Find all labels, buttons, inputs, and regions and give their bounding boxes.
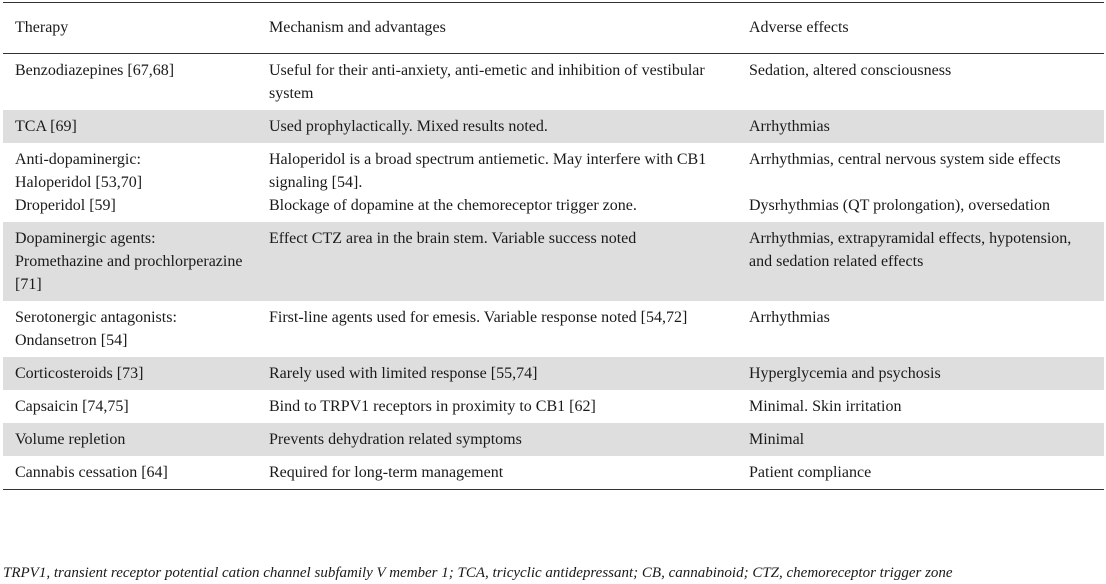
therapy-cell [3, 54, 255, 111]
mechanism-cell [255, 390, 731, 423]
mechanism-cell [255, 456, 731, 490]
cell-text: Arrhythmias, central nervous system side effects [749, 151, 1061, 168]
therapy-cell [3, 222, 255, 301]
cell-text: Capsaicin [74,75] [15, 398, 129, 415]
cell-text: Arrhythmias, extrapyramidal effects, hypotension, and sedation related effects [749, 230, 1072, 270]
cell-text: Dysrhythmias (QT prolongation), oversedation [749, 197, 1050, 214]
mechanism-cell [255, 110, 731, 143]
cell-text: Used prophylactically. Mixed results noted. [269, 118, 548, 135]
mechanism-cell [255, 357, 731, 390]
adverse-effects-cell [731, 456, 1104, 490]
mechanism-cell [255, 222, 731, 301]
therapy-cell [3, 110, 255, 143]
therapy-cell [3, 456, 255, 490]
table-row [3, 456, 1104, 490]
adverse-effects-cell [731, 390, 1104, 423]
cell-text: Dopaminergic agents: Promethazine and prochlorperazine [71] [15, 230, 243, 293]
cell-text: First-line agents used for emesis. Variable response noted [54,72] [269, 309, 688, 326]
table-row [3, 301, 1104, 357]
cell-text: Corticosteroids [73] [15, 365, 144, 382]
cell-text: Cannabis cessation [64] [15, 464, 168, 481]
table-footnote: TRPV1, transient receptor potential cation channel subfamily V member 1; TCA, tricyclic antidepressant; CB, cannabinoid; CTZ, chemoreceptor trigger zone [3, 565, 953, 581]
header-mechanism: Mechanism and advantages [269, 19, 446, 36]
mechanism-cell [255, 143, 731, 222]
cell-text: Hyperglycemia and psychosis [749, 365, 941, 382]
adverse-effects-cell [731, 110, 1104, 143]
adverse-effects-cell [731, 143, 1104, 222]
table-row [3, 110, 1104, 143]
therapy-table [3, 2, 1104, 490]
cell-text: Required for long-term management [269, 464, 504, 481]
cell-text: Serotonergic antagonists: [15, 309, 177, 326]
therapy-cell [3, 301, 255, 357]
cell-text: Arrhythmias [749, 118, 830, 135]
therapy-cell [3, 357, 255, 390]
table-row [3, 54, 1104, 111]
cell-text: Rarely used with limited response [55,74] [269, 365, 538, 382]
mechanism-cell [255, 301, 731, 357]
cell-text: Blockage of dopamine at the chemoreceptor trigger zone. [269, 197, 637, 214]
cell-text: Effect CTZ area in the brain stem. Variable success noted [269, 230, 637, 247]
cell-text: Ondansetron [54] [15, 332, 128, 349]
adverse-effects-cell [731, 423, 1104, 456]
therapy-cell [3, 390, 255, 423]
cell-text: Haloperidol [53,70] [15, 174, 143, 191]
adverse-effects-cell [731, 357, 1104, 390]
cell-text: Useful for their anti-anxiety, anti-emetic and inhibition of vestibular system [269, 62, 705, 102]
therapy-table-container [3, 2, 1104, 490]
cell-text: Anti-dopaminergic: [15, 151, 141, 168]
cell-text: Droperidol [59] [15, 197, 116, 214]
table-row [3, 390, 1104, 423]
mechanism-cell [255, 423, 731, 456]
adverse-effects-cell [731, 54, 1104, 111]
table-row [3, 423, 1104, 456]
cell-text: Sedation, altered consciousness [749, 62, 952, 79]
therapy-cell [3, 143, 255, 222]
table-row [3, 222, 1104, 301]
cell-text: Minimal. Skin irritation [749, 398, 902, 415]
therapy-cell [3, 423, 255, 456]
cell-text: Prevents dehydration related symptoms [269, 431, 522, 448]
cell-text: Benzodiazepines [67,68] [15, 62, 175, 79]
adverse-effects-cell [731, 301, 1104, 357]
cell-text: TCA [69] [15, 118, 77, 135]
cell-text: Volume repletion [15, 431, 126, 448]
cell-text: Minimal [749, 431, 805, 448]
table-row [3, 357, 1104, 390]
table-body [3, 54, 1104, 490]
header-adverse-effects: Adverse effects [749, 19, 849, 36]
table-row [3, 143, 1104, 222]
adverse-effects-cell [731, 222, 1104, 301]
header-row [3, 3, 1104, 54]
cell-text: Bind to TRPV1 receptors in proximity to CB1 [62] [269, 398, 596, 415]
cell-text: Patient compliance [749, 464, 872, 481]
header-therapy: Therapy [15, 19, 69, 36]
cell-text: Haloperidol is a broad spectrum antiemetic. May interfere with CB1 signaling [54]. [269, 151, 707, 191]
cell-text: Arrhythmias [749, 309, 830, 326]
table-header [3, 3, 1104, 54]
mechanism-cell [255, 54, 731, 111]
